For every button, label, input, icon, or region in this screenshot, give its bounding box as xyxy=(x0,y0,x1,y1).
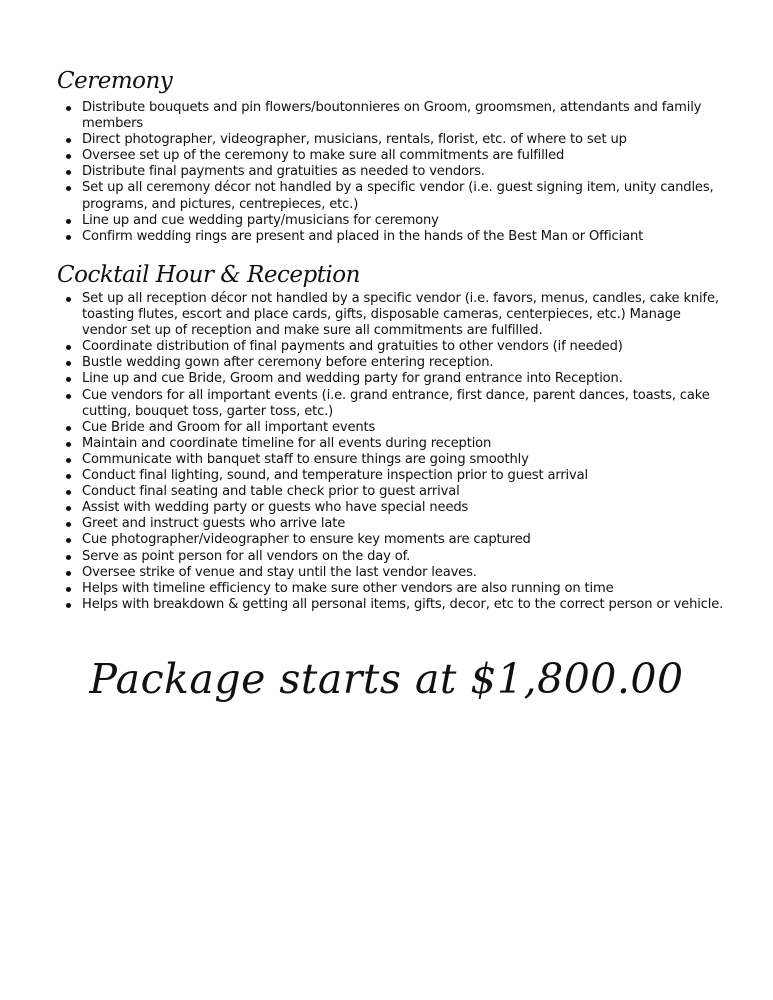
list-item: Assist with wedding party or guests who have special needs xyxy=(64,500,724,516)
list-item: Maintain and coordinate timeline for all events during reception xyxy=(64,436,724,452)
list-item: Communicate with banquet staff to ensure things are going smoothly xyxy=(64,452,724,468)
list-item: Line up and cue wedding party/musicians for ceremony xyxy=(64,213,724,229)
ceremony-task-list xyxy=(64,100,724,245)
list-item: Helps with breakdown & getting all personal items, gifts, decor, etc to the correct person or vehicle. xyxy=(64,597,724,613)
list-item: Coordinate distribution of final payments and gratuities to other vendors (if needed) xyxy=(64,339,724,355)
list-item: Cue vendors for all important events (i.e. grand entrance, first dance, parent dances, toasts, cake cutting, bouquet toss, garter toss, etc.) xyxy=(64,388,724,420)
list-item: Cue photographer/videographer to ensure key moments are captured xyxy=(64,532,724,548)
list-item: Confirm wedding rings are present and placed in the hands of the Best Man or Officiant xyxy=(64,229,724,245)
list-item: Greet and instruct guests who arrive late xyxy=(64,516,724,532)
list-item: Conduct final lighting, sound, and temperature inspection prior to guest arrival xyxy=(64,468,724,484)
list-item: Oversee strike of venue and stay until the last vendor leaves. xyxy=(64,565,724,581)
list-item: Oversee set up of the ceremony to make sure all commitments are fulfilled xyxy=(64,148,724,164)
list-item: Distribute final payments and gratuities as needed to vendors. xyxy=(64,164,724,180)
list-item: Set up all ceremony décor not handled by a specific vendor (i.e. guest signing item, unity candles, programs, and pictures, centrepieces, etc.) xyxy=(64,180,724,212)
list-item: Serve as point person for all vendors on the day of. xyxy=(64,549,724,565)
list-item: Distribute bouquets and pin flowers/boutonnieres on Groom, groomsmen, attendants and family members xyxy=(64,100,724,132)
list-item: Cue Bride and Groom for all important events xyxy=(64,420,724,436)
ceremony-heading: Ceremony xyxy=(57,68,173,94)
list-item: Bustle wedding gown after ceremony before entering reception. xyxy=(64,355,724,371)
list-item: Conduct final seating and table check prior to guest arrival xyxy=(64,484,724,500)
list-item: Set up all reception décor not handled by a specific vendor (i.e. favors, menus, candles, cake knife, toasting flutes, escort and place cards, gifts, disposable cameras, centerpieces, etc.) Manage vendor set up of reception and make sure all commitments are fulfilled. xyxy=(64,291,724,339)
reception-heading: Cocktail Hour & Reception xyxy=(57,262,360,288)
reception-task-list xyxy=(64,291,724,613)
list-item: Direct photographer, videographer, musicians, rentals, florist, etc. of where to set up xyxy=(64,132,724,148)
list-item: Helps with timeline efficiency to make sure other vendors are also running on time xyxy=(64,581,724,597)
package-price-text: Package starts at $1,800.00 xyxy=(89,655,684,703)
list-item: Line up and cue Bride, Groom and wedding party for grand entrance into Reception. xyxy=(64,371,724,387)
